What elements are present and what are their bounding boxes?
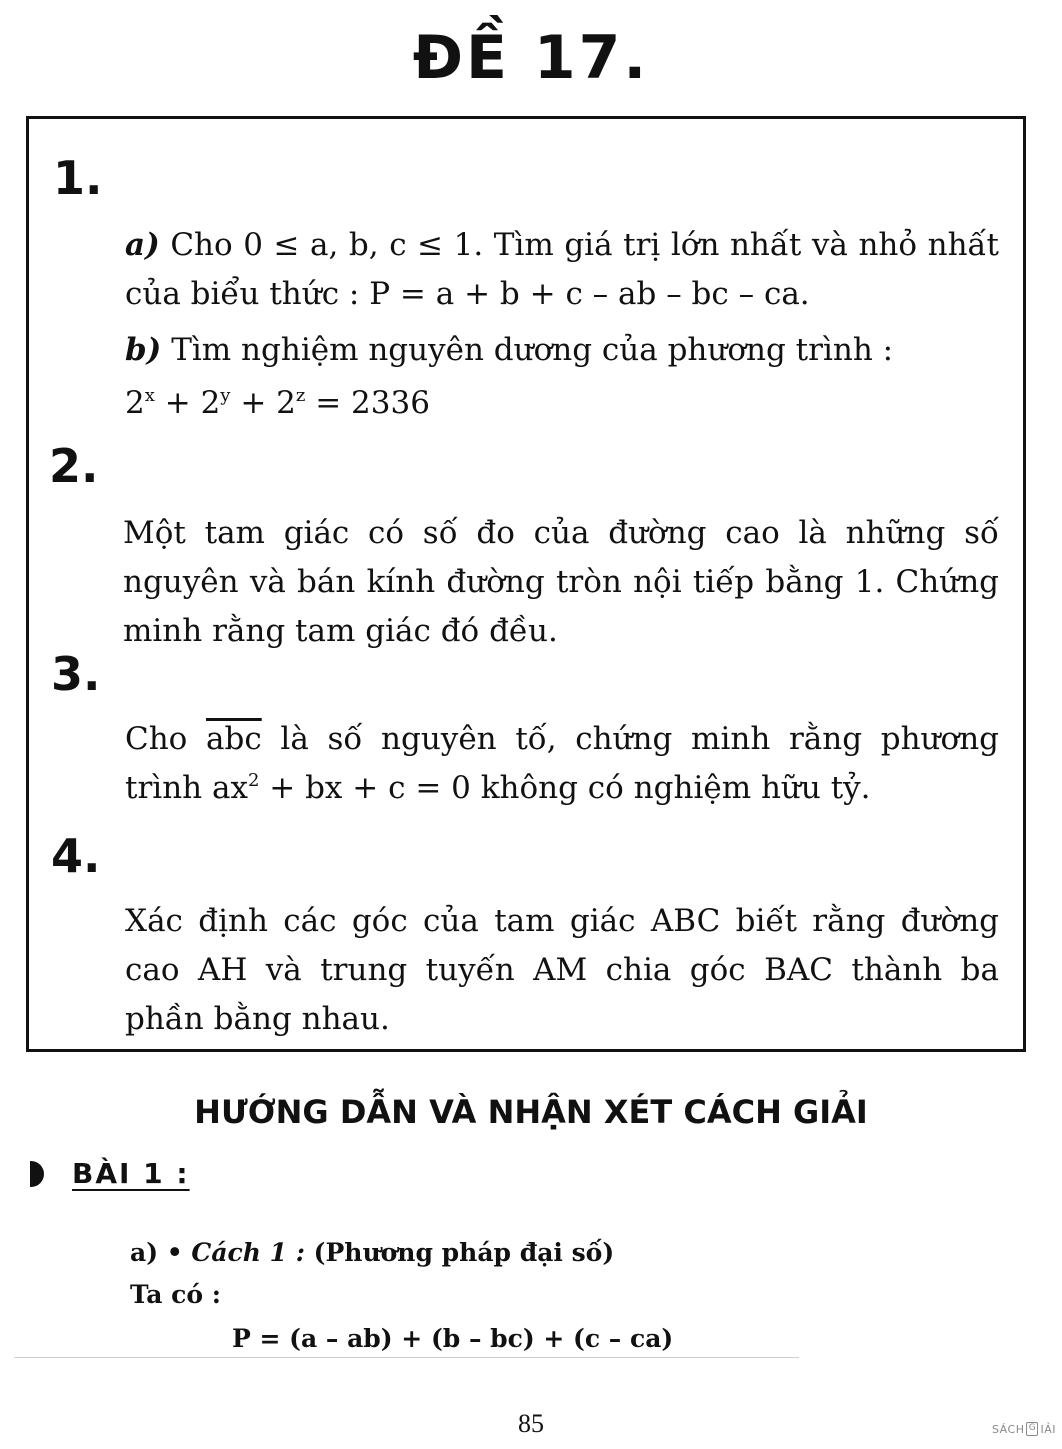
solution-line-1: [130, 1236, 614, 1270]
solution-method-desc: (Phương pháp đại số): [304, 1238, 615, 1267]
problem-4-number: 4.: [51, 829, 101, 883]
problem-3-number: 3.: [51, 647, 101, 701]
bai-1-label: [30, 1156, 190, 1192]
eq-term: + 2: [230, 385, 296, 421]
problem-1a-body: Cho 0 ≤ a, b, c ≤ 1. Tìm giá trị lớn nhất và nhỏ nhất của biểu thức : P = a + b + c – ab – bc – ca.: [125, 227, 999, 312]
solution-line-3: P = (a – ab) + (b – bc) + (c – ca): [232, 1324, 674, 1353]
watermark-text: IẢI: [1040, 1422, 1056, 1436]
eq-exponent-z: z: [295, 385, 306, 406]
eq-term: + 2: [154, 385, 221, 421]
page-number: 85: [518, 1409, 544, 1438]
problem-1b-text: [125, 326, 999, 375]
scan-divider: [14, 1357, 799, 1358]
problem-3-part: + bx + c = 0 không có nghiệm hữu tỷ.: [259, 770, 871, 806]
watermark-logo: [992, 1422, 1056, 1436]
problem-4-text: Xác định các góc của tam giác ABC biết rằng đường cao AH và trung tuyến AM chia góc BAC thành ba phần bằng nhau.: [125, 903, 999, 1037]
problem-3-part: Cho: [125, 721, 207, 757]
problem-2-number: 2.: [49, 439, 99, 493]
solution-line-2: Ta có :: [130, 1280, 221, 1309]
problem-1a-text: [125, 221, 999, 319]
problem-1b-label: b): [125, 332, 162, 368]
eq-exponent-y: y: [220, 385, 231, 406]
page-title: ĐỀ 17.: [412, 23, 650, 93]
watermark-text: SÁCH: [992, 1422, 1025, 1436]
eq-rhs: = 2336: [305, 385, 430, 421]
problem-3-abc-overline: $\overline{abc}$: [206, 721, 262, 757]
eq-term: 2: [125, 385, 145, 421]
problem-1b-equation: [125, 383, 430, 423]
problem-box: [26, 116, 1026, 1052]
bai-1-text: BÀI 1 :: [72, 1157, 190, 1190]
problem-1-number: 1.: [53, 151, 103, 205]
guide-heading: HƯỚNG DẪN VÀ NHẬN XÉT CÁCH GIẢI: [194, 1093, 868, 1131]
eq-exponent-x: x: [144, 385, 155, 406]
solution-method: Cách 1 :: [191, 1238, 305, 1267]
problem-1b-body: Tìm nghiệm nguyên dương của phương trình :: [161, 332, 894, 368]
problem-1a-label: a): [125, 227, 160, 263]
bullet-icon: [30, 1161, 44, 1187]
problem-2-text: Một tam giác có số đo của đường cao là những số nguyên và bán kính đường tròn nội tiếp bằng 1. Chứng minh rằng tam giác đó đều.: [123, 515, 999, 649]
watermark-icon: G: [1026, 1422, 1038, 1436]
problem-3-text: [125, 715, 999, 813]
solution-part-a: a) •: [130, 1238, 192, 1267]
problem-3-part: là số nguyên tố, chứng minh rằng phương trình ax: [125, 721, 999, 806]
problem-3-square: 2: [247, 770, 260, 791]
